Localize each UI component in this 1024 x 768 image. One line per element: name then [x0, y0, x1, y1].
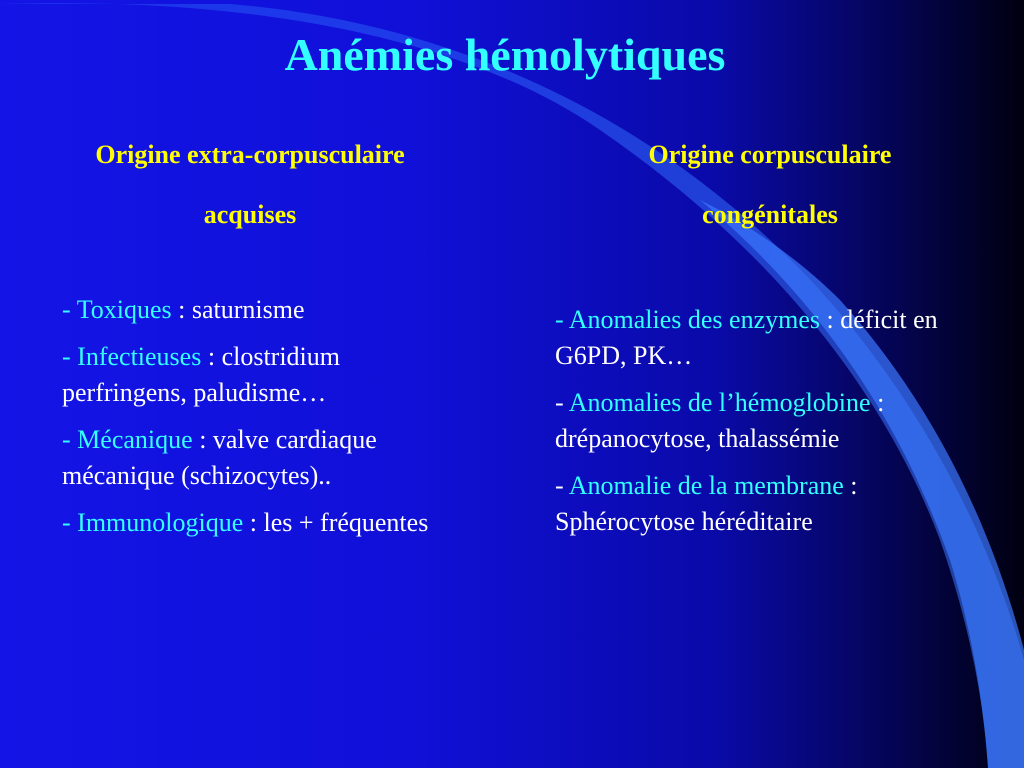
item-term: Mécanique: [77, 425, 193, 454]
item-text: : clostridium perfringens, paludisme…: [62, 342, 341, 407]
list-item: [62, 505, 442, 541]
item-prefix: -: [555, 388, 569, 417]
slide-title: Anémies hémolytiques: [284, 29, 726, 80]
left-cause-list: [62, 292, 442, 552]
item-text: : Sphérocytose héréditaire: [555, 471, 858, 536]
item-text: : déficit en G6PD, PK…: [555, 305, 938, 370]
item-text: : les + fréquentes: [243, 508, 429, 537]
item-text: : drépanocytose, thalassémie: [555, 388, 885, 453]
item-prefix: -: [62, 425, 78, 454]
left-column-heading: Origine extra-corpusculaire: [95, 140, 405, 169]
list-item: [62, 292, 442, 328]
item-prefix: -: [62, 342, 78, 371]
item-prefix: -: [62, 295, 77, 324]
item-prefix: -: [555, 305, 569, 334]
left-column-subheading: acquises: [203, 200, 297, 229]
right-column-subheading: congénitales: [702, 200, 838, 229]
right-column-heading: Origine corpusculaire: [648, 140, 892, 169]
item-prefix: -: [555, 471, 569, 500]
item-text: : saturnisme: [171, 295, 305, 324]
item-term: Anomalies de l’hémoglobine: [568, 388, 871, 417]
item-prefix: -: [62, 508, 78, 537]
item-term: Anomalies des enzymes: [568, 305, 820, 334]
list-item: [62, 339, 442, 411]
item-text: : valve cardiaque mécanique (schizocytes)..: [62, 425, 377, 490]
right-cause-list: [555, 302, 975, 551]
item-term: Immunologique: [77, 508, 244, 537]
item-term: Infectieuses: [77, 342, 202, 371]
list-item: [62, 422, 442, 494]
list-item: [555, 302, 975, 374]
list-item: [555, 385, 975, 457]
list-item: [555, 468, 975, 540]
item-term: Anomalie de la membrane: [568, 471, 844, 500]
item-term: Toxiques: [76, 295, 172, 324]
